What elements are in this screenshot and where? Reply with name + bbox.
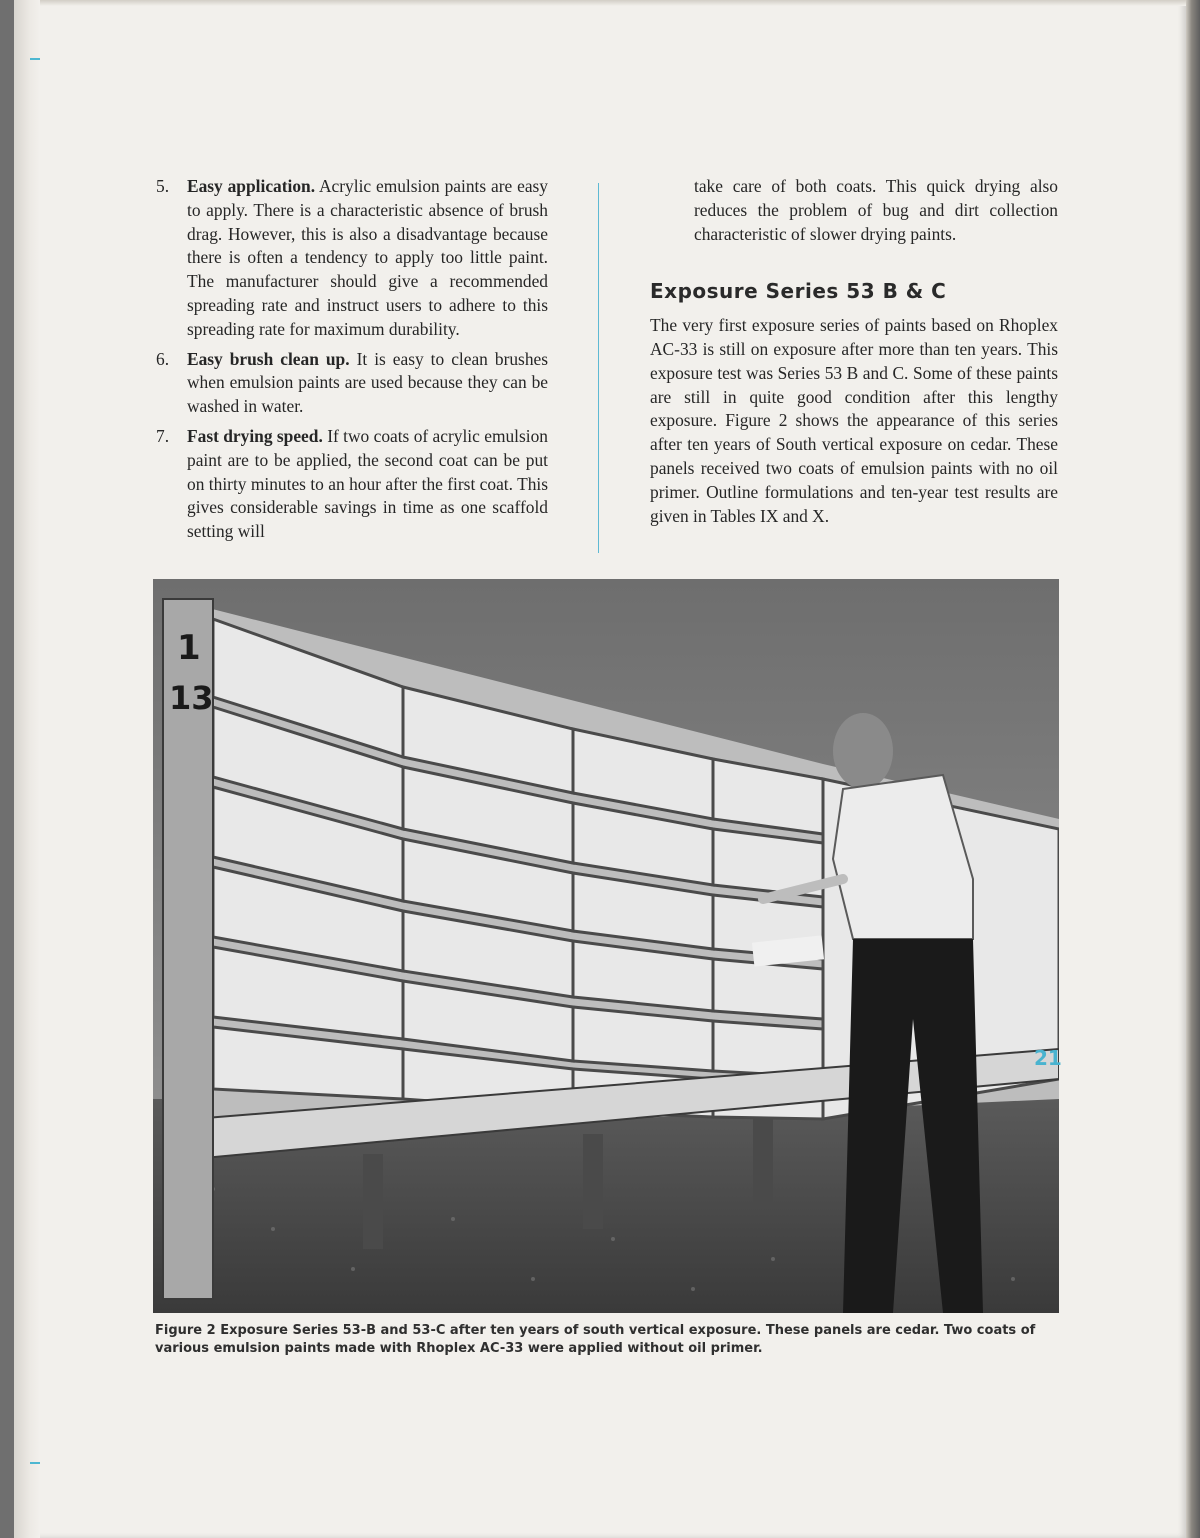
page-binding bbox=[14, 0, 40, 1538]
left-column bbox=[156, 175, 548, 550]
item-body bbox=[187, 175, 548, 342]
item-title: Easy brush clean up. bbox=[187, 348, 350, 369]
item-body bbox=[187, 425, 548, 544]
page-right-edge bbox=[1186, 0, 1200, 1538]
item-text: If two coats of acrylic emulsion paint are to be applied, the second coat can be put on thirty minutes to an hour after the first coat. This gives considerable savings in time as one scaffold setting will bbox=[187, 425, 548, 542]
section-paragraph: The very first exposure series of paints based on Rhoplex AC-33 is still on exposure after more than ten years. This exposure test was Series 53 B and C. Some of these paints are still in quite good condition after this lengthy exposure. Figure 2 shows the appearance of this series after ten years of South vertical exposure on cedar. These panels received two coats of emulsion paints with no oil primer. Outline formulations and ten-year test results are given in Tables IX and X. bbox=[650, 315, 1058, 526]
rack-number-top: 1 bbox=[177, 628, 201, 668]
list-item bbox=[156, 425, 548, 544]
binding-mark-top bbox=[30, 58, 40, 60]
page-top-edge bbox=[14, 0, 1186, 6]
continued-text: take care of both coats. This quick drying also reduces the problem of bug and dirt collection characteristic of slower drying paints. bbox=[694, 176, 1058, 244]
list-item bbox=[156, 175, 548, 342]
item-text: Acrylic emulsion paints are easy to apply. There is a characteristic absence of brush drag. However, this is also a disadvantage because there is often a tendency to apply too little paint. The manufacturer should give a recommended spreading rate and instruct users to adhere to this spreading rate for maximum durability. bbox=[187, 176, 548, 339]
figure-caption: Figure 2 Exposure Series 53-B and 53-C after ten years of south vertical exposure. These panels are cedar. Two coats of various emulsion paints made with Rhoplex AC-33 were applied without oil primer. bbox=[155, 1323, 1036, 1356]
item-number: 5. bbox=[156, 176, 170, 196]
exposure-rack-photo bbox=[153, 579, 1059, 1313]
item-body bbox=[187, 348, 548, 419]
item-number: 7. bbox=[156, 425, 170, 446]
page-number: 21 bbox=[1034, 1046, 1062, 1070]
right-column bbox=[650, 175, 1058, 528]
item-number: 6. bbox=[156, 348, 170, 369]
list-item bbox=[156, 348, 548, 419]
item-title: Easy application. bbox=[187, 176, 316, 196]
rack-number-bottom: 13 bbox=[169, 679, 214, 717]
column-divider bbox=[598, 183, 599, 553]
item-text: It is easy to clean brushes when emulsion paints are used because they can be washed in water. bbox=[187, 348, 549, 417]
figure-photo bbox=[153, 579, 1059, 1313]
item-title: Fast drying speed. bbox=[187, 425, 323, 446]
binding-mark-bottom bbox=[30, 1462, 40, 1464]
section-heading: Exposure Series 53 B & C bbox=[650, 279, 947, 304]
